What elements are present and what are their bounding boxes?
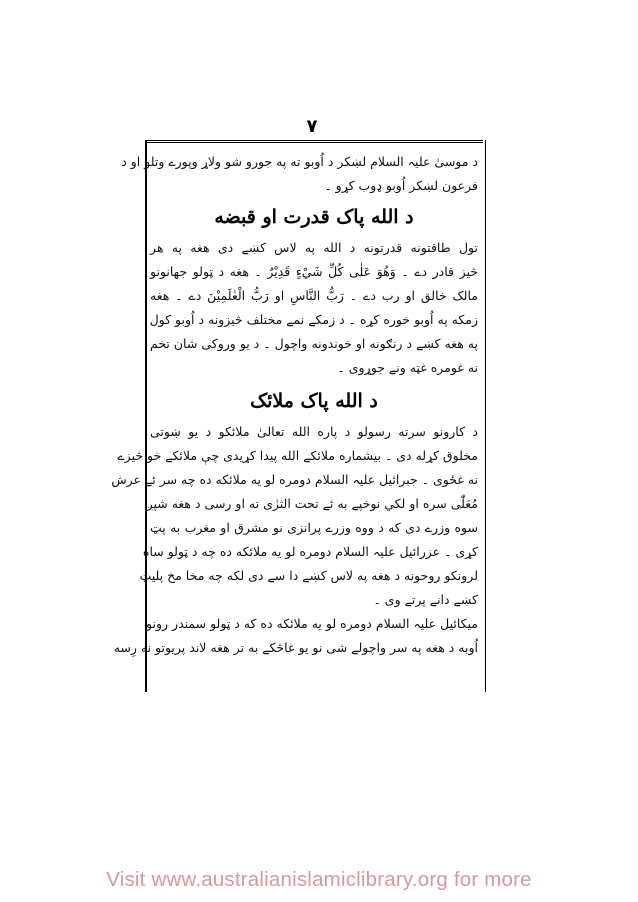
section-heading-block <box>150 200 478 234</box>
text-line: د موسیٰ علیہ السلام لښکر د اُوبو ته په جورو شو ولاړ وپورے وتلو او د <box>121 154 478 169</box>
top-rule <box>145 140 483 143</box>
text-line: سوه وزرے دی که د ووه وزرے پرانزی نو مشرق او مغرب به پټ <box>150 520 478 535</box>
section-heading-qudrat: د الله پاک قدرت او قبضه <box>214 206 414 228</box>
text-block-2 <box>150 236 478 380</box>
text-line: نه غومره غټه ونے جوړوی ۔ <box>337 360 478 375</box>
text-line: تول طاقتونه قدرتونه د الله په لاس کښے دی هغه په هر <box>150 240 478 255</box>
text-line: کښے دانے پرتے وی ۔ <box>373 592 478 607</box>
text-line: فرعون لښکر اُوبو ډوب کړو ۔ <box>324 178 478 193</box>
text-line: نه غځوی ۔ جبرائيل علیہ السلام دومره لو يه ملائکه ده چه سر ئے عرش <box>111 472 478 487</box>
page-number: ۷ <box>306 116 318 137</box>
text-line: په هغه کښے د رنګونه او خوندونه واچول ۔ د يو وروکی شان تخم <box>150 336 478 351</box>
text-line: مالک خالق او رب دے ۔ رَبُّ النَّاسِ او رَبُّ الْعٰلَمِيْنَ دے ۔ هغه <box>150 288 478 303</box>
text-line: اُوبه د هغه په سر واچولے شی نو يو غاڅکے به تر هغه لاند پريوتو نه رِسه <box>113 640 478 655</box>
text-line: څيز قادر دے ۔ وَهُوَ عَلٰى كُلِّ شَيْءٍ قَدِيْرٌ ۔ هغه د ټولو جهانونو <box>150 264 478 279</box>
text-line: لرونکو روحونه د هغه په لاس کښے دا سے دی لکه چه مخا مخ پليټ <box>139 568 478 583</box>
section-heading-malaika: د الله پاک ملائک <box>250 390 378 412</box>
section-heading-block <box>150 384 478 418</box>
website-watermark: Visit www.australianislamiclibrary.org for more <box>106 868 532 891</box>
text-line: مُعَلّٰی سره او لکي نوخپے به ئے تحت الثرٰی ته او رسی د هغه شپږ <box>146 496 478 511</box>
text-line: د کارونو سرته رسولو د پاره الله تعالیٰ ملائکو د يو ښوتی <box>150 424 478 439</box>
text-block-3 <box>111 420 478 660</box>
text-block-1 <box>121 150 478 198</box>
text-line: زمکه په اُوبو خوره کړه ۔ د زمکے نمے مختلف څيزونه د اُوبو کول <box>149 312 478 327</box>
text-line: مخلوق کړله دی ۔ بيشماره ملائکے الله پيدا کړيدی چې ملائکے خو څيزے <box>117 448 478 463</box>
text-line: کړی ۔ عزرائيل علیہ السلام دومره لو يه ملائکه ده چه د ټولو ساه <box>142 544 478 559</box>
text-line: ميکائيل علیہ السلام دومره لو يه ملائکه ده که د ټولو سمندر رونو <box>146 616 478 631</box>
